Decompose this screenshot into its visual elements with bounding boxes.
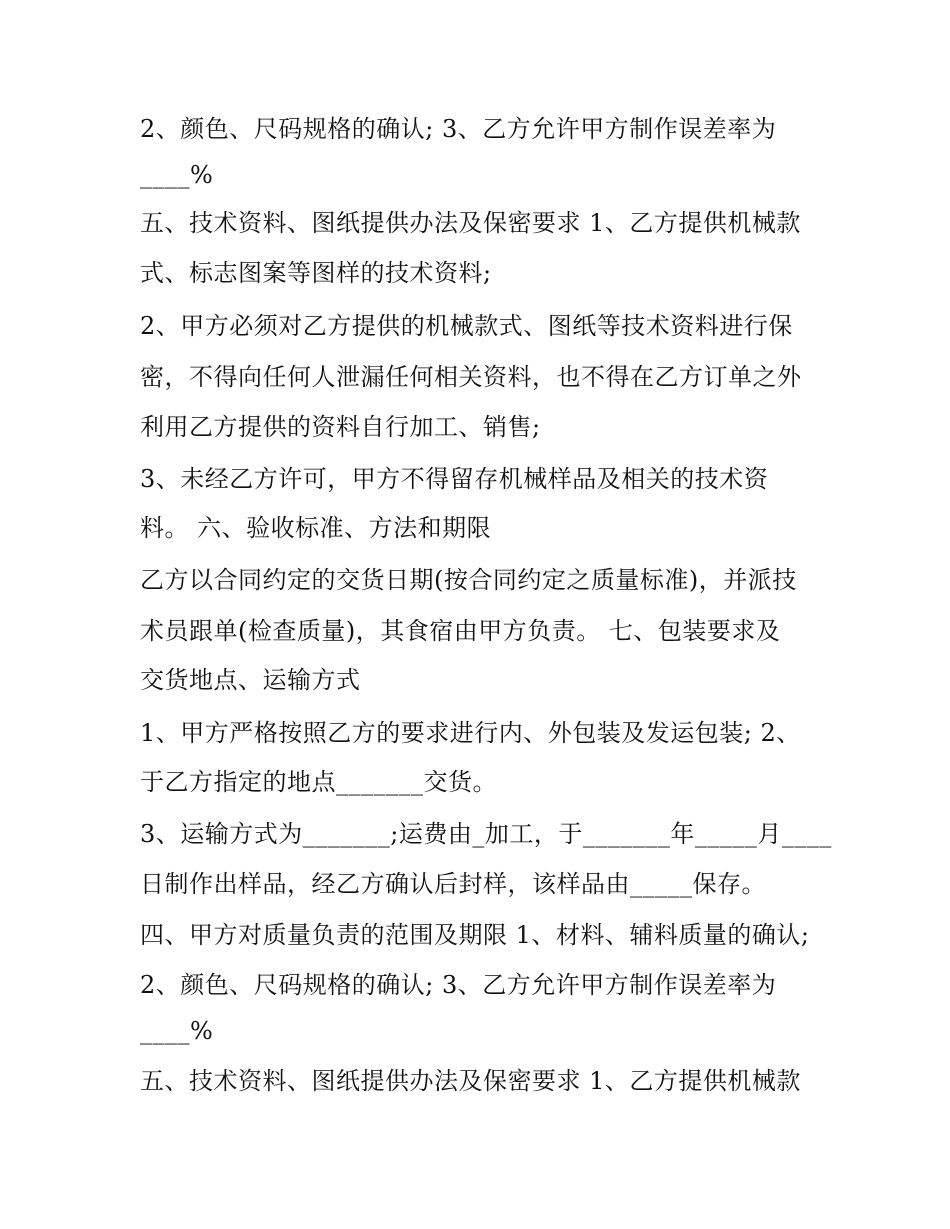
text-line: 3、运输方式为_______;运费由_加工，于_______年_____月____ [140,820,832,848]
text-line: 四、甲方对质量负责的范围及期限 1、材料、辅料质量的确认; [140,921,810,949]
text-line: 3、未经乙方许可，甲方不得留存机械样品及相关的技术资 [140,465,769,493]
text-line: 于乙方指定的地点_______交货。 [140,768,497,796]
text-line: 交货地点、运输方式 [140,666,361,694]
text-line: 利用乙方提供的资料自行加工、销售; [140,413,541,441]
text-line: ____% [140,161,214,189]
text-line: 五、技术资料、图纸提供办法及保密要求 1、乙方提供机械款 [140,1067,801,1095]
text-line: 2、甲方必须对乙方提供的机械款式、图纸等技术资料进行保 [140,312,793,340]
text-line: 料。 六、验收标准、方法和期限 [140,514,492,542]
text-line: 术员跟单(检查质量)，其食宿由甲方负责。 七、包装要求及 [140,617,781,645]
text-line: 1、甲方严格按照乙方的要求进行内、外包装及发运包装; 2、 [140,719,801,747]
text-line: ____% [140,1017,214,1045]
text-line: 式、标志图案等图样的技术资料; [140,259,492,287]
text-line: 2、颜色、尺码规格的确认; 3、乙方允许甲方制作误差率为 [140,115,777,143]
text-line: 日制作出样品，经乙方确认后封样，该样品由_____保存。 [140,870,766,898]
text-line: 密，不得向任何人泄漏任何相关资料，也不得在乙方订单之外 [140,363,802,391]
text-line: 2、颜色、尺码规格的确认; 3、乙方允许甲方制作误差率为 [140,971,777,999]
text-line: 乙方以合同约定的交货日期(按合同约定之质量标准)，并派技 [140,566,797,594]
text-line: 五、技术资料、图纸提供办法及保密要求 1、乙方提供机械款 [140,209,801,237]
